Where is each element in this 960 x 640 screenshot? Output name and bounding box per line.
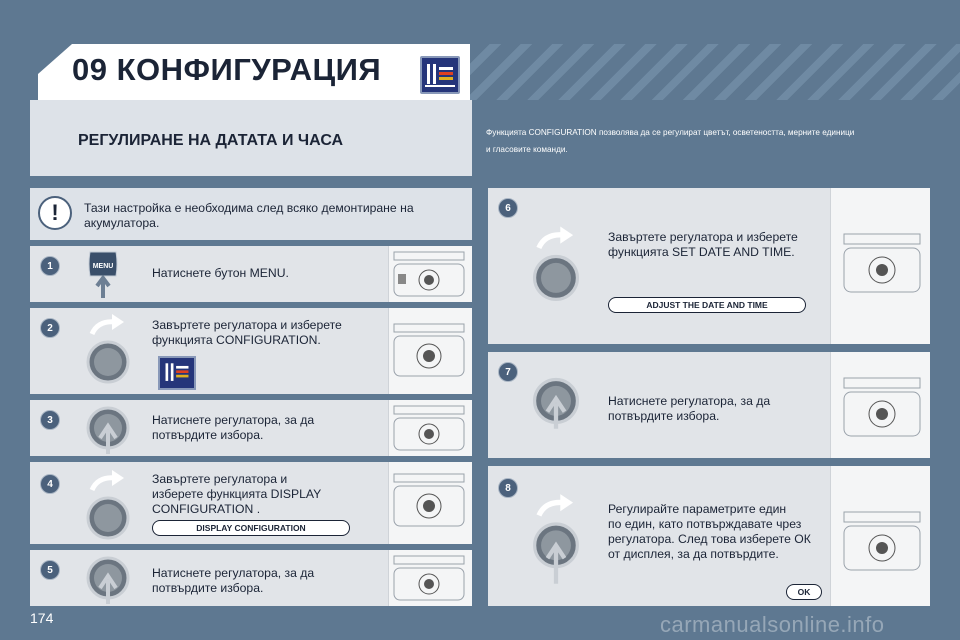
configuration-icon [158,356,196,390]
display-configuration-pill: DISPLAY CONFIGURATION [152,520,350,536]
radio-panel-sketch [392,322,466,380]
step-7-text: Натиснете регулатора, за да потвърдите избора. [608,394,771,423]
rotate-press-knob-icon [526,492,586,588]
rotate-knob-icon [80,468,136,542]
exclamation-icon: ! [38,196,72,230]
adjust-date-time-pill: ADJUST THE DATE AND TIME [608,297,806,313]
svg-text:MENU: MENU [92,263,114,270]
step-8-text: Регулирайте параметрите един по един, като потвърждавате чрез регулатора. След това изберете ОК от дисплея, за да потвърдите. [608,502,811,561]
radio-panel-sketch [392,404,466,452]
radio-panel-sketch [392,472,466,530]
press-knob-icon [80,552,136,606]
step-6-text: Завъртете регулатора и изберете функцията SET DATE AND TIME. [608,230,798,259]
chapter-title: 09 КОНФИГУРАЦИЯ [72,52,382,87]
step-3-number: 3 [40,410,60,430]
step-2-text: Завъртете регулатора и изберете функцията CONFIGURATION. [152,318,342,347]
warning-text: Тази настройка е необходима след всяко демонтиране на акумулатора. [84,201,414,230]
step-8-number: 8 [498,478,518,498]
configuration-icon [420,56,460,94]
radio-panel-sketch [392,554,466,602]
radio-panel-sketch [842,232,922,296]
radio-panel-sketch [842,376,922,440]
step-5-text: Натиснете регулатора, за да потвърдите избора. [152,566,315,595]
watermark: carmanualsonline.info [660,612,885,637]
radio-panel-sketch [842,510,922,574]
step-4-text: Завъртете регулатора и изберете функцията DISPLAY CONFIGURATION . [152,472,322,516]
rotate-knob-icon [80,312,136,386]
menu-button-icon [86,250,120,300]
step-4-number: 4 [40,474,60,494]
step-7-number: 7 [498,362,518,382]
press-knob-icon [80,402,136,456]
step-2-number: 2 [40,318,60,338]
step-5-number: 5 [40,560,60,580]
ok-pill: OK [786,584,822,600]
intro-text: Функцията CONFIGURATION позволява да се регулират цветът, осветеността, мерните единици и гласовите команди. [486,128,855,154]
rotate-knob-icon [526,224,586,304]
section-title: РЕГУЛИРАНЕ НА ДАТАТА И ЧАСА [78,132,344,149]
step-6-number: 6 [498,198,518,218]
step-1-number: 1 [40,256,60,276]
page-number: 174 [30,610,54,626]
step-3-text: Натиснете регулатора, за да потвърдите избора. [152,413,315,442]
press-knob-icon [526,372,586,432]
header-stripe-band [470,44,960,100]
radio-panel-sketch [392,250,466,298]
step-1-text: Натиснете бутон MENU. [152,266,289,280]
